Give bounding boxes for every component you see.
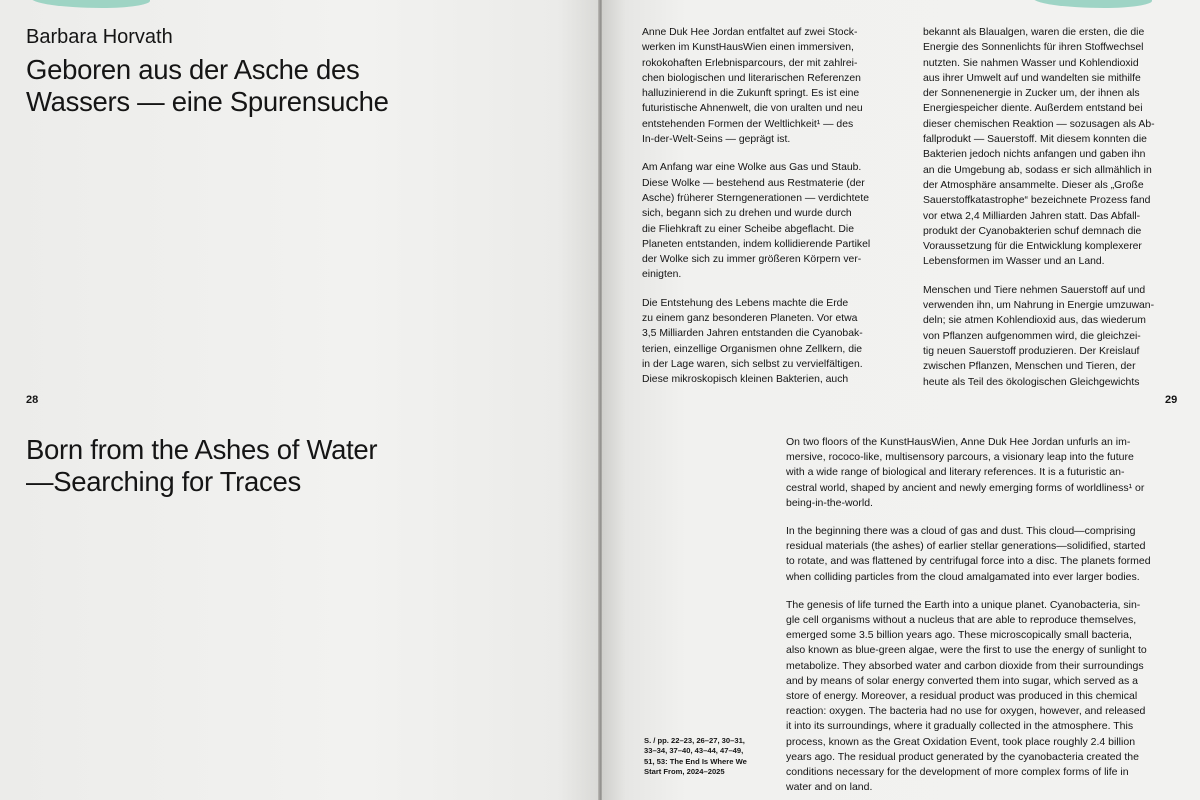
text-line: futuristische Ahnenwelt, die von uralten und neu: [642, 103, 863, 115]
text-line: werken im KunstHausWien einen immersiven,: [642, 42, 854, 54]
text-line: Am Anfang war eine Wolke aus Gas und Staub.: [642, 162, 862, 174]
caption-line: S. / pp. 22–23, 26–27, 30–31,: [644, 736, 745, 745]
text-line: heute als Teil des ökologischen Gleichgewichts: [923, 376, 1140, 388]
text-line: Planeten entstanden, indem kollidierende Partikel: [642, 238, 871, 250]
text-line: der Wolke sich zu immer größeren Körpern ver-: [642, 254, 862, 266]
paragraph: [642, 160, 892, 282]
paragraph: [786, 598, 1182, 796]
text-line: Diese mikroskopisch kleinen Bakterien, auch: [642, 374, 849, 386]
text-line: Energiespeicher diente. Außerdem entstand bei: [923, 103, 1143, 115]
page-number-right: 29: [1165, 394, 1178, 406]
german-text-column-1: [642, 25, 892, 401]
text-line: halluzinierend in die Zukunft springt. Es ist eine: [642, 88, 860, 100]
text-line: von Pflanzen aufgenommen wird, die gleichzei-: [923, 330, 1141, 342]
text-line: chen biologischen und literarischen Referenzen: [642, 72, 861, 84]
text-line: die Fliehkraft zu einer Scheibe abgeflacht. Die: [642, 223, 854, 235]
teal-tab-marker: [30, 0, 150, 8]
text-line: sich, begann sich zu drehen und wurde durch: [642, 208, 852, 220]
text-line: dieser chemischen Reaktion — sozusagen als Ab-: [923, 118, 1155, 130]
text-line: vor etwa 2,4 Milliarden Jahren statt. Das Abfall-: [923, 210, 1141, 222]
caption-line: 33–34, 37–40, 43–44, 47–49,: [644, 746, 744, 756]
text-line: fallprodukt — Sauerstoff. Mit diesem konnten die: [923, 134, 1147, 146]
text-line: metabolize. They absorbed water and carbon dioxide from their surroundings: [786, 659, 1144, 672]
text-line: der Sonnenenergie in Zucker um, der ihnen als: [923, 88, 1140, 100]
paragraph: [786, 435, 1182, 511]
text-line: zu einem ganz besonderen Planeten. Vor etwa: [642, 313, 858, 325]
text-line: Energie des Sonnenlichts für ihren Stoffwechsel: [923, 42, 1144, 54]
text-line: aus ihrer Umwelt auf und wandelten sie mithilfe: [923, 72, 1141, 84]
text-line: reaction: oxygen. The bacteria had no use for oxygen, however, and released: [786, 705, 1146, 718]
text-line: Die Entstehung des Lebens machte die Erde: [642, 297, 849, 309]
text-line: In the beginning there was a cloud of gas and dust. This cloud—comprising: [786, 525, 1136, 538]
text-line: process, known as the Great Oxidation Event, took place roughly 2.4 billion: [786, 735, 1136, 748]
teal-tab-marker: [1032, 0, 1152, 8]
text-line: terien, einzellige Organismen ohne Zellkern, die: [642, 343, 863, 355]
text-line: 3,5 Milliarden Jahren entstanden die Cyanobak-: [642, 328, 863, 340]
text-line: years ago. The residual product generated by the cyanobacteria created the: [786, 750, 1139, 763]
text-line: der Atmosphäre ansammelte. Dieser als „Große: [923, 179, 1144, 191]
paragraph: [642, 296, 892, 388]
text-line: Sauerstoffkatastrophe“ bezeichnete Prozess fand: [923, 195, 1151, 207]
caption-line: Start From, 2024–2025: [644, 766, 725, 776]
text-line: On two floors of the KunstHausWien, Anne Duk Hee Jordan unfurls an im-: [786, 436, 1131, 448]
text-line: Voraussetzung für die Entwicklung komplexerer: [923, 241, 1142, 253]
german-title: [26, 54, 389, 118]
text-line: bekannt als Blaualgen, waren die ersten, die die: [923, 27, 1145, 38]
text-line: when colliding particles from the cloud amalgamated into ever larger bodies.: [786, 570, 1140, 583]
text-line: entstehenden Formen der Weltlichkeit¹ — des: [642, 118, 854, 130]
text-line: einigten.: [642, 269, 682, 281]
text-line: zwischen Pflanzen, Menschen und Tieren, der: [923, 361, 1136, 373]
text-line: also known as blue-green algae, were the first to use the energy of sunlight to: [786, 644, 1147, 657]
text-line: emerged some 3.5 billion years ago. These microscopically small bacteria,: [786, 629, 1132, 642]
text-line: store of energy. Moreover, a residual product was produced in this chemical: [786, 690, 1138, 703]
text-line: Diese Wolke — bestehend aus Restmaterie (der: [642, 177, 865, 189]
english-text-column: [786, 435, 1182, 800]
english-title: [26, 434, 377, 498]
paragraph: [786, 524, 1182, 585]
text-line: rokokohaften Erlebnisparcours, der mit zahlrei-: [642, 57, 858, 69]
text-line: Anne Duk Hee Jordan entfaltet auf zwei Stock-: [642, 27, 858, 38]
text-line: an die Umgebung ab, sodass er sich allmählich in: [923, 164, 1152, 176]
english-title-line: —Searching for Traces: [26, 466, 301, 497]
text-line: nutzten. Sie nahmen Wasser und Kohlendioxid: [923, 57, 1139, 69]
paragraph: [642, 25, 892, 147]
text-line: Bakterien jedoch nichts anfangen und gaben ihn: [923, 149, 1146, 161]
page-number-left: 28: [26, 394, 39, 406]
text-line: deln; sie atmen Kohlendioxid aus, das wiederum: [923, 315, 1146, 327]
text-line: and by means of solar energy converted them into sugar, which served as a: [786, 674, 1138, 687]
text-line: conditions necessary for the development of more complex forms of life in: [786, 766, 1129, 779]
text-line: tig neuen Sauerstoff produzieren. Der Kreislauf: [923, 345, 1140, 357]
paragraph: [923, 25, 1179, 270]
text-line: it into its surroundings, where it gradually collected in the atmosphere. This: [786, 720, 1134, 733]
text-line: water and on land.: [786, 781, 873, 794]
text-line: produkt der Cyanobakterien schuf demnach die: [923, 225, 1142, 237]
text-line: Menschen und Tiere nehmen Sauerstoff auf und: [923, 284, 1146, 296]
caption-line: 51, 53: The End Is Where We: [644, 756, 747, 766]
text-line: Lebensformen im Wasser und an Land.: [923, 256, 1105, 268]
german-text-column-2: [923, 25, 1179, 403]
text-line: residual materials (the ashes) of earlier stellar generations—solidified, started: [786, 540, 1146, 553]
german-title-line: Wassers — eine Spurensuche: [26, 86, 389, 117]
text-line: in der Lage waren, sich selbst zu vervielfältigen.: [642, 358, 863, 370]
english-title-line: Born from the Ashes of Water: [26, 434, 378, 465]
text-line: gle cell organisms without a nucleus that are able to reproduce themselves,: [786, 614, 1137, 627]
text-line: mersive, rococo-like, multisensory parcours, a visionary leap into the future: [786, 451, 1134, 464]
paragraph: [923, 283, 1179, 390]
text-line: In-der-Welt-Seins — geprägt ist.: [642, 134, 791, 146]
text-line: Asche) früherer Sterngenerationen — verdichtete: [642, 192, 869, 204]
text-line: being-in-the-world.: [786, 496, 873, 509]
text-line: with a wide range of biological and literary references. It is a futuristic an-: [786, 466, 1125, 479]
text-line: to rotate, and was flattened by centrifugal force into a disc. The planets formed: [786, 555, 1151, 568]
author-name: Barbara Horvath: [26, 26, 173, 48]
german-title-line: Geboren aus der Asche des: [26, 54, 360, 85]
text-line: The genesis of life turned the Earth into a unique planet. Cyanobacteria, sin-: [786, 598, 1141, 611]
text-line: cestral world, shaped by ancient and newly emerging forms of worldliness¹ or: [786, 481, 1145, 494]
text-line: verwenden ihn, um Nahrung in Energie umzuwan-: [923, 300, 1155, 312]
right-page: [602, 0, 1200, 800]
image-caption: [644, 736, 747, 777]
